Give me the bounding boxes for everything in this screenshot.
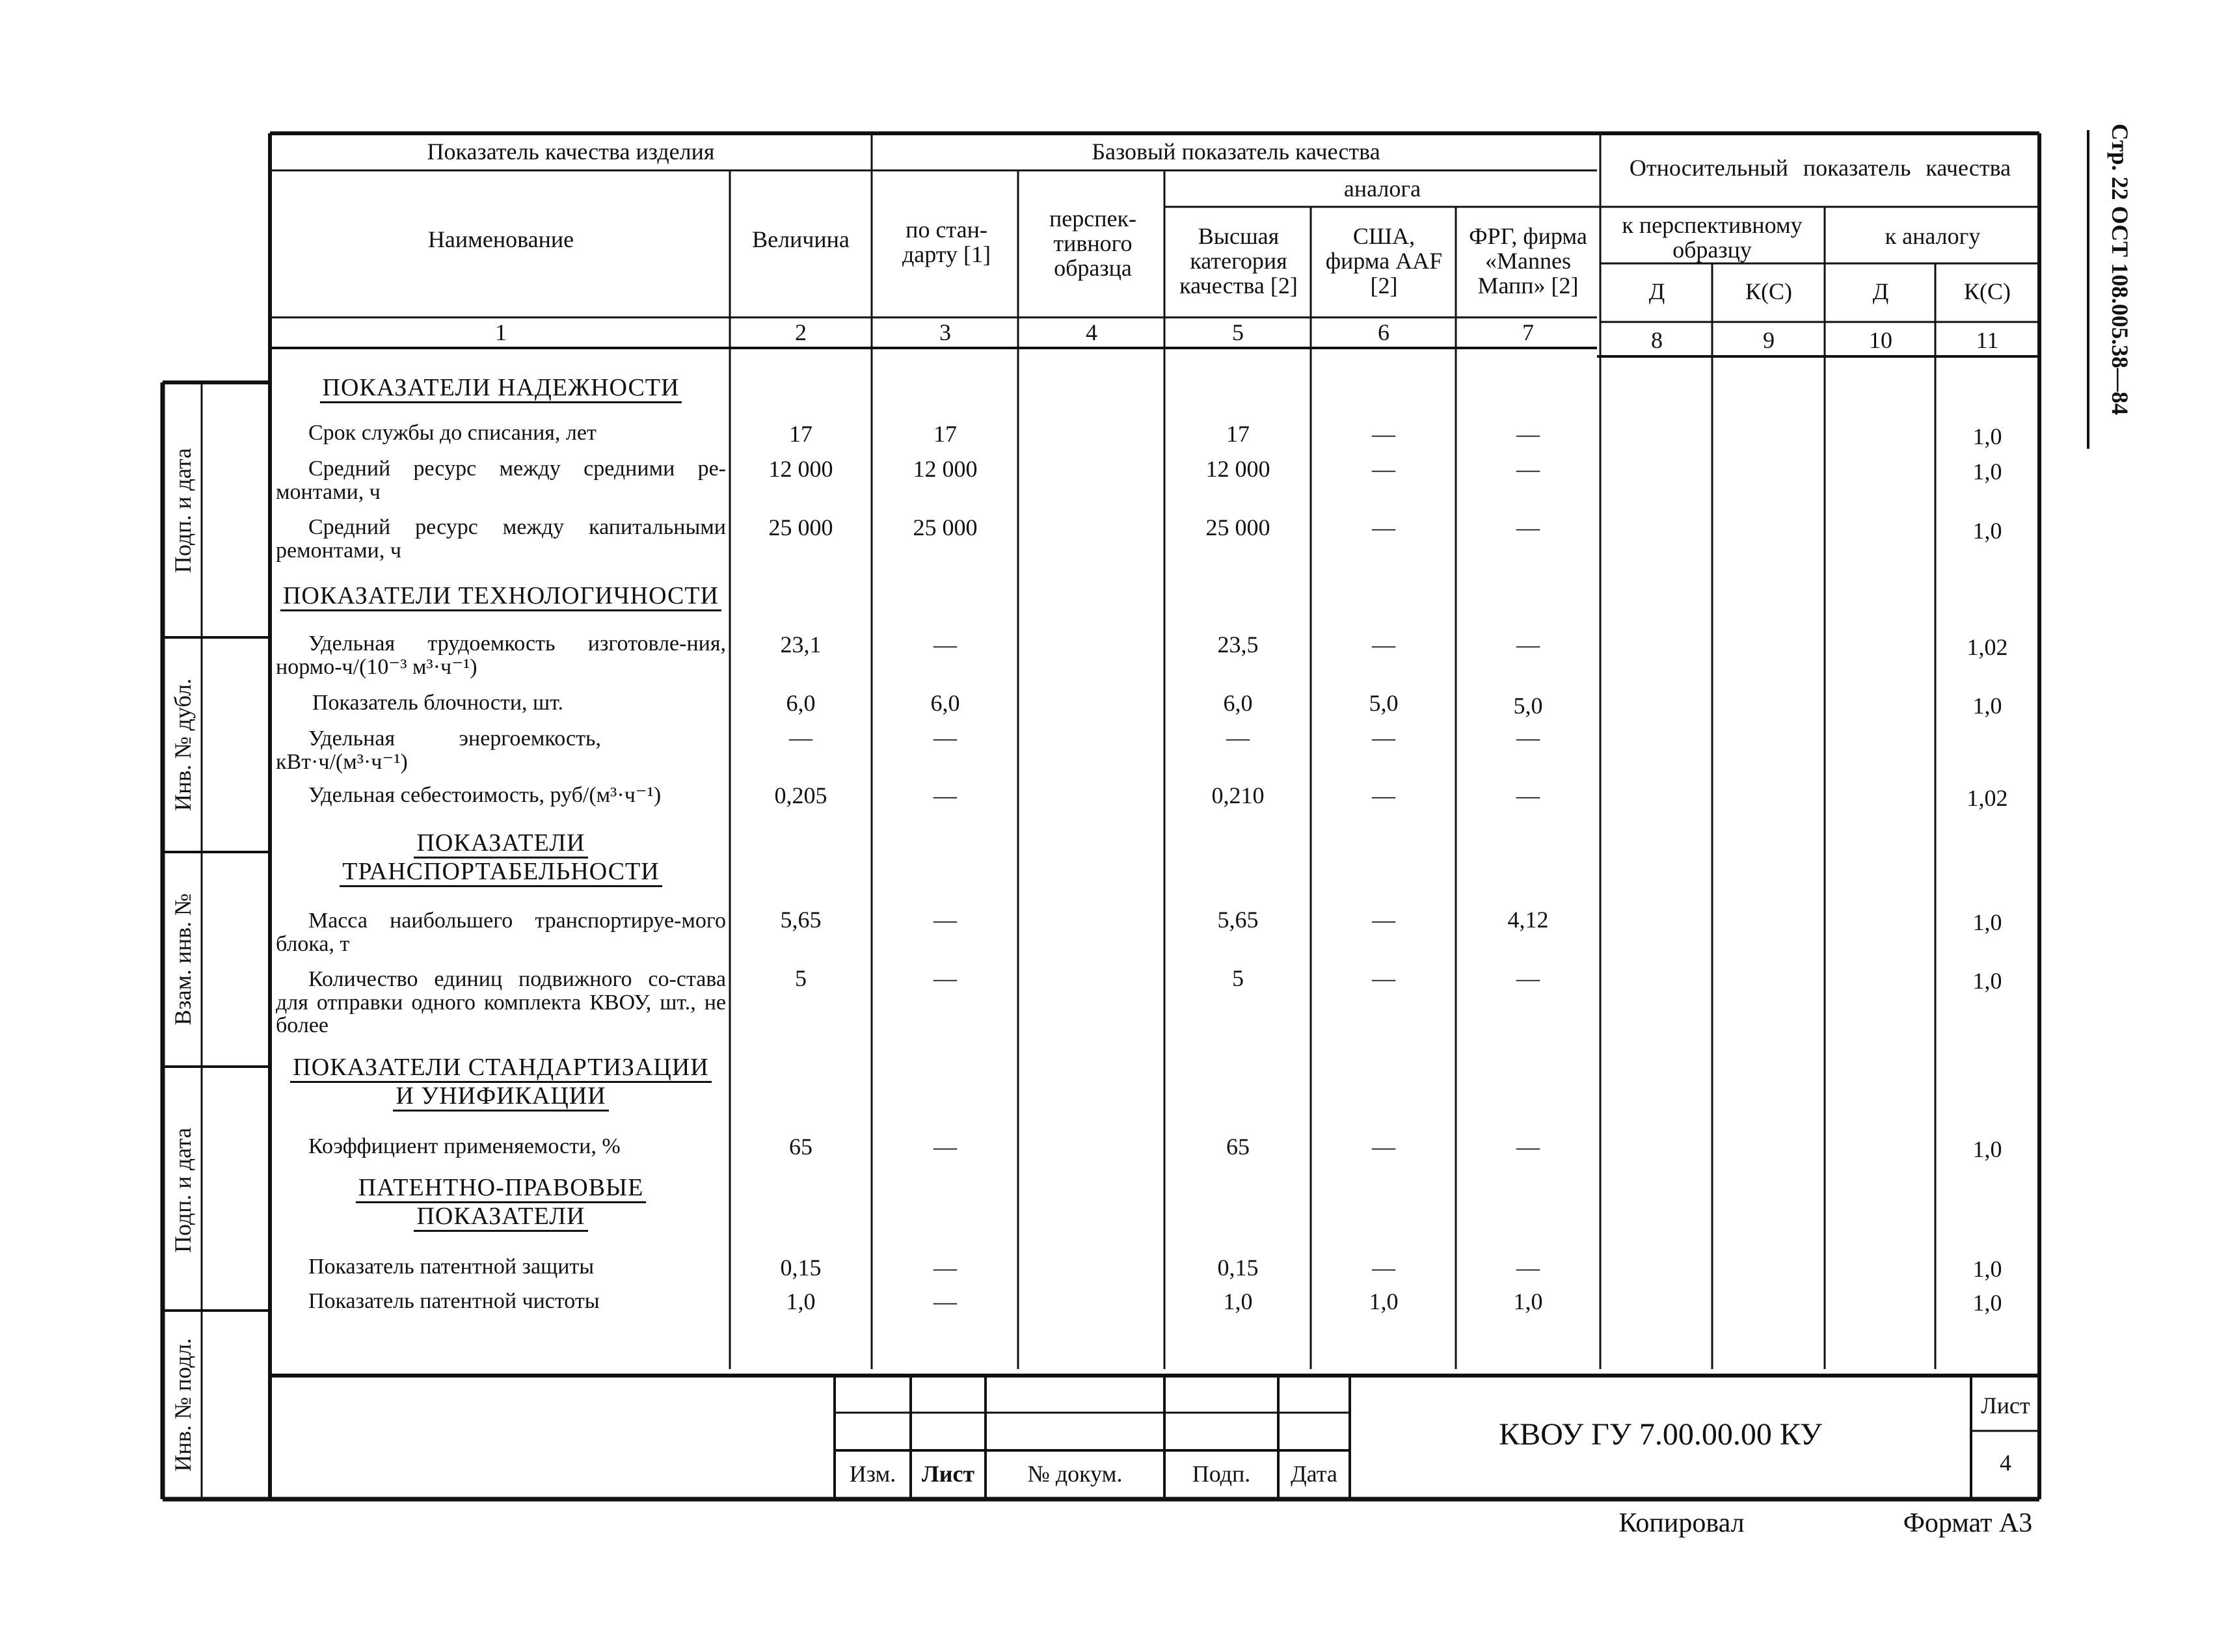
header-ks-analog: К(С) — [1964, 278, 2011, 304]
header-name: Наименование — [427, 226, 574, 252]
row-standard: — — [933, 907, 957, 933]
row-standard: 6,0 — [930, 690, 960, 716]
stamp-list: Лист — [921, 1461, 975, 1487]
header-product-quality: Показатель качества изделия — [427, 139, 715, 165]
row-frg: — — [1516, 514, 1540, 540]
header-perspective: перспек-тивного образца — [1049, 206, 1136, 281]
row-usa: — — [1372, 782, 1395, 808]
row-usa: — — [1372, 1255, 1395, 1281]
footer-copied: Копировал — [1618, 1508, 1745, 1538]
row-usa: — — [1372, 725, 1395, 751]
footer-format: Формат А3 — [1903, 1508, 2033, 1538]
row-frg: — — [1516, 1255, 1540, 1281]
row-standard: 25 000 — [913, 514, 978, 540]
row-usa: — — [1372, 965, 1395, 991]
row-value: 5,65 — [780, 907, 822, 933]
document-designation: КВОУ ГУ 7.00.00.00 КУ — [1499, 1417, 1822, 1452]
row-name-capital-resource: Средний ресурс между капитальными ремонтами, ч — [276, 515, 726, 563]
row-highest: 65 — [1226, 1134, 1250, 1160]
col-number-2: 2 — [795, 319, 807, 345]
col-number-11: 11 — [1976, 327, 1999, 353]
header-d-analog: Д — [1872, 278, 1889, 304]
row-highest: 0,210 — [1211, 782, 1265, 808]
section-reliability-text: ПОКАЗАТЕЛИ НАДЕЖНОСТИ — [320, 374, 682, 403]
header-d-perspective: Д — [1648, 278, 1665, 304]
row-standard: — — [933, 1288, 957, 1314]
row-value: 0,15 — [780, 1255, 822, 1281]
stamp-sign: Подп. — [1192, 1461, 1251, 1487]
header-frg: ФРГ, фирма «Mannes Мапп» [2] — [1469, 223, 1587, 299]
row-highest: 17 — [1226, 421, 1250, 447]
row-usa: — — [1372, 421, 1395, 447]
row-ks-analog: 1,0 — [1972, 518, 2002, 544]
row-standard: — — [933, 1255, 957, 1281]
header-to-analog: к аналогу — [1885, 223, 1981, 249]
header-base-quality: Базовый показатель качества — [1092, 139, 1380, 165]
row-frg: — — [1516, 1134, 1540, 1160]
row-standard: — — [933, 782, 957, 808]
row-ks-analog: 1,0 — [1972, 1136, 2002, 1162]
section-patent-text-1: ПАТЕНТНО-ПРАВОВЫЕ — [356, 1174, 647, 1203]
row-name-applicability: Коэффициент применяемости, % — [308, 1134, 621, 1158]
section-standardization — [273, 1054, 729, 1110]
side-label-sign-date-2: Подп. и дата — [170, 1127, 196, 1253]
row-frg: 5,0 — [1513, 693, 1543, 719]
row-standard: — — [933, 1134, 957, 1160]
col-number-7: 7 — [1522, 319, 1534, 345]
row-ks-analog: 1,0 — [1972, 459, 2002, 485]
row-value: 0,205 — [774, 782, 827, 808]
row-name-cost: Удельная себестоимость, руб/(м³·ч⁻¹) — [308, 783, 662, 807]
row-name-patent-protection: Показатель патентной защиты — [308, 1255, 595, 1279]
row-highest: 5 — [1232, 965, 1244, 991]
section-standard-text-2: И УНИФИКАЦИИ — [393, 1082, 608, 1112]
row-ks-analog: 1,0 — [1972, 968, 2002, 994]
row-frg: — — [1516, 725, 1540, 751]
col-number-3: 3 — [939, 319, 951, 345]
row-usa: — — [1372, 514, 1395, 540]
row-frg: — — [1516, 632, 1540, 658]
side-label-orig-inv: Инв. № подл. — [170, 1338, 196, 1472]
row-highest: 6,0 — [1223, 690, 1253, 716]
stamp-doc-number: № докум. — [1027, 1461, 1123, 1487]
header-usa: США, фирма AAF [2] — [1325, 223, 1443, 299]
section-standard-text-1: ПОКАЗАТЕЛИ СТАНДАРТИЗАЦИИ — [290, 1054, 711, 1083]
section-patent — [273, 1174, 729, 1231]
row-value: 1,0 — [786, 1288, 816, 1314]
section-transport-text-2: ТРАНСПОРТАБЕЛЬНОСТИ — [340, 858, 662, 887]
row-standard: 12 000 — [913, 456, 978, 482]
section-reliability — [273, 374, 729, 403]
row-highest: 12 000 — [1205, 456, 1270, 482]
row-usa: 5,0 — [1369, 690, 1399, 716]
row-usa: — — [1372, 456, 1395, 482]
row-ks-analog: 1,02 — [1966, 634, 2008, 660]
row-name-rolling-stock: Количество единиц подвижного со-става для отправки одного комплекта КВОУ, шт., не более — [276, 967, 726, 1038]
stamp-izm: Изм. — [849, 1461, 896, 1487]
row-highest: 1,0 — [1223, 1288, 1253, 1314]
col-number-4: 4 — [1086, 319, 1097, 345]
row-value: 12 000 — [768, 456, 833, 482]
row-ks-analog: 1,0 — [1972, 693, 2002, 719]
header-analog: аналога — [1343, 176, 1421, 202]
row-highest: 5,65 — [1217, 907, 1259, 933]
row-name-labor-intensity: Удельная трудоемкость изготовле-ния, нормо-ч/(10⁻³ м³·ч⁻¹) — [276, 632, 726, 679]
col-number-10: 10 — [1869, 327, 1892, 353]
row-value: 17 — [789, 421, 812, 447]
row-usa: 1,0 — [1369, 1288, 1399, 1314]
side-label-replace-inv: Взам. инв. № — [170, 893, 196, 1026]
row-value: 6,0 — [786, 690, 816, 716]
section-technology-text: ПОКАЗАТЕЛИ ТЕХНОЛОГИЧНОСТИ — [280, 582, 721, 611]
sheet-number: 4 — [2000, 1450, 2011, 1476]
row-highest: — — [1226, 725, 1250, 751]
header-highest-category: Высшая категория качества [2] — [1179, 223, 1298, 299]
row-frg: — — [1516, 421, 1540, 447]
row-name-mid-resource: Средний ресурс между средними ре-монтами, ч — [276, 457, 726, 504]
row-value: 65 — [789, 1134, 812, 1160]
row-frg: 1,0 — [1513, 1288, 1543, 1314]
row-highest: 25 000 — [1205, 514, 1270, 540]
row-ks-analog: 1,02 — [1966, 785, 2008, 811]
row-value: 23,1 — [780, 632, 822, 658]
col-number-8: 8 — [1651, 327, 1663, 353]
row-name-service-life: Срок службы до списания, лет — [308, 421, 597, 445]
row-usa: — — [1372, 1134, 1395, 1160]
section-transport-text-1: ПОКАЗАТЕЛИ — [414, 829, 587, 859]
row-standard: — — [933, 965, 957, 991]
row-ks-analog: 1,0 — [1972, 423, 2002, 449]
header-relative-quality: Относительный показатель качества — [1629, 155, 2011, 181]
row-highest: 0,15 — [1217, 1255, 1259, 1281]
section-transport — [273, 829, 729, 886]
row-frg: — — [1516, 782, 1540, 808]
row-highest: 23,5 — [1217, 632, 1259, 658]
row-frg: — — [1516, 965, 1540, 991]
side-label-dup-inv: Инв. № дубл. — [170, 678, 196, 811]
row-ks-analog: 1,0 — [1972, 1256, 2002, 1282]
row-usa: — — [1372, 907, 1395, 933]
section-patent-text-2: ПОКАЗАТЕЛИ — [414, 1203, 587, 1232]
header-ks-perspective: К(С) — [1745, 278, 1792, 304]
stamp-date: Дата — [1291, 1461, 1337, 1487]
row-name-block-mass: Масса наибольшего транспортируе-мого блока, т — [276, 909, 726, 956]
row-standard: — — [933, 632, 957, 658]
row-value: 5 — [795, 965, 807, 991]
row-ks-analog: 1,0 — [1972, 909, 2002, 935]
row-usa: — — [1372, 632, 1395, 658]
col-number-1: 1 — [495, 319, 507, 345]
row-frg: 4,12 — [1507, 907, 1549, 933]
page-reference: Стр. 22 ОСТ 108.005.38—84 — [2107, 124, 2133, 416]
row-standard: 17 — [933, 421, 957, 447]
header-value: Величина — [752, 226, 850, 252]
section-technology — [273, 582, 729, 611]
row-name-energy-intensity: Удельная энергоемкость, кВт·ч/(м³·ч⁻¹) — [276, 726, 601, 774]
row-frg: — — [1516, 456, 1540, 482]
side-label-sign-date-1: Подп. и дата — [170, 447, 196, 574]
row-name-blockness: Показатель блочности, шт. — [312, 691, 564, 715]
sheet-label: Лист — [1981, 1392, 2030, 1419]
row-ks-analog: 1,0 — [1972, 1290, 2002, 1316]
header-by-standard: по стан-дарту [1] — [902, 217, 991, 267]
row-value: 25 000 — [768, 514, 833, 540]
row-name-patent-purity: Показатель патентной чистоты — [308, 1289, 600, 1313]
header-to-perspective: к перспективному образцу — [1622, 212, 1803, 263]
col-number-6: 6 — [1378, 319, 1389, 345]
col-number-9: 9 — [1763, 327, 1775, 353]
row-standard: — — [933, 725, 957, 751]
row-value: — — [789, 725, 812, 751]
col-number-5: 5 — [1232, 319, 1244, 345]
